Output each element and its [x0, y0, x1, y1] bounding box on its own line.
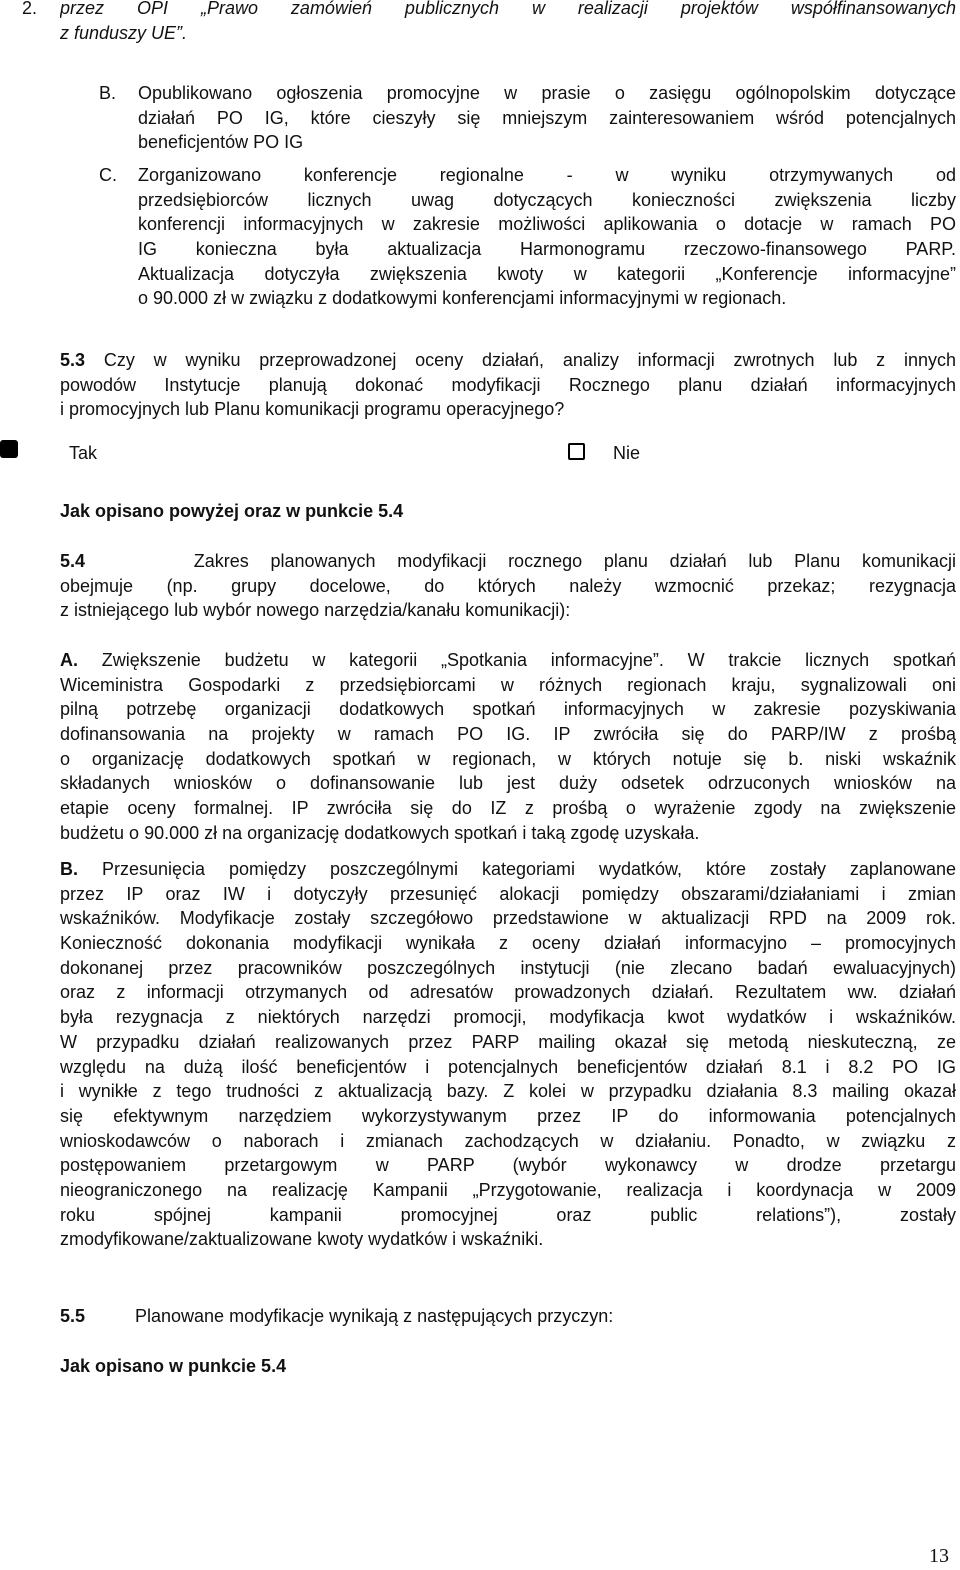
point-b-line: wskaźników. Modyfikacje zostały szczegółowo przedstawione w aktualizacji RPD na 2009 rok. — [60, 908, 956, 929]
item-c-line: przedsiębiorców licznych uwag dotyczących konieczności zwiększenia liczby — [138, 189, 956, 210]
question-5-3-line: i promocyjnych lub Planu komunikacji programu operacyjnego? — [60, 399, 565, 420]
point-a-line: etapie oceny formalnej. IP zwróciła się do IZ z prośbą o wyrażenie zgody na zwiększenie — [60, 798, 956, 819]
checkbox-tak-checked[interactable] — [0, 440, 18, 458]
item-2-number: 2. — [22, 0, 38, 18]
item-b-text — [138, 81, 956, 155]
item-b-line: działań PO IG, które cieszyły się mniejszym zainteresowaniem wśród potencjalnych — [138, 107, 956, 128]
question-5-4-line: z istniejącego lub wybór nowego narzędzia/kanału komunikacji): — [60, 600, 571, 621]
question-5-4-number: 5.4 — [60, 551, 86, 571]
item-c-line: Zorganizowano konferencje regionalne - w wyniku otrzymywanych od — [138, 165, 956, 185]
point-b-line: nieograniczonego na realizację Kampanii „Przygotowanie, realizacja i koordynacja w 2009 — [60, 1179, 956, 1200]
question-5-5-number: 5.5 — [60, 1306, 86, 1326]
point-b-line: i wynikłe z tego trudności z aktualizacją bazy. Z kolei w przypadku działania 8.3 mailing okazał — [60, 1081, 956, 1102]
point-a — [60, 648, 956, 846]
point-a-line: dofinansowania na projekty w ramach PO IG. IP zwróciła się do PARP/IW z prośbą — [60, 724, 956, 745]
answer-5-3: Jak opisano powyżej oraz w punkcie 5.4 — [60, 501, 404, 521]
item-2-line: z funduszy UE”. — [60, 22, 188, 43]
question-5-4 — [60, 549, 956, 623]
point-b-line: przez IP oraz IW i dotyczyły przesunięć alokacji pomiędzy obszarami/działaniami i zmian — [60, 883, 956, 904]
item-c-line: o 90.000 zł w związku z dodatkowymi konferencjami informacyjnymi w regionach. — [138, 288, 787, 309]
page-number: 13 — [929, 1545, 949, 1567]
question-5-4-line: Zakres planowanych modyfikacji rocznego planu działań lub Planu komunikacji — [193, 551, 956, 571]
option-nie-label: Nie — [613, 443, 641, 463]
point-b-line: oraz z informacji otrzymanych od adresatów prowadzonych działań. Rezultatem ww. działań — [60, 982, 956, 1003]
answer-5-5: Jak opisano w punkcie 5.4 — [60, 1356, 287, 1376]
point-a-line: pilną potrzebę organizacji dodatkowych spotkań informacyjnych w zakresie pozyskiwania — [60, 699, 956, 720]
point-b-line: zmodyfikowane/zaktualizowane kwoty wydatków i wskaźniki. — [60, 1229, 544, 1250]
point-b-line: roku spójnej kampanii promocyjnej oraz public relations”), zostały — [60, 1204, 956, 1225]
point-a-line: budżetu o 90.000 zł na organizację dodatkowych spotkań i taką zgodę uzyskała. — [60, 822, 700, 843]
point-b-line: postępowaniem przetargowym w PARP (wybór wykonawcy w drodze przetargu — [60, 1155, 956, 1176]
point-b-line: się efektywnym narzędziem wykorzystywanym przez IP do informowania potencjalnych — [60, 1105, 956, 1126]
point-b-line: była rezygnacja z niektórych narzędzi promocji, modyfikacja kwot wydatków i wskaźników. — [60, 1007, 956, 1028]
point-b-line: wnioskodawców o naborach i zmianach zachodzących w działaniu. Ponadto, w związku z — [60, 1130, 956, 1151]
question-5-3-line: powodów Instytucje planują dokonać modyfikacji Rocznego planu działań informacyjnych — [60, 374, 956, 395]
item-c-line: IG konieczna była aktualizacja Harmonogramu rzeczowo-finansowego PARP. — [138, 239, 956, 260]
item-c-letter: C. — [99, 165, 117, 185]
point-b-line: dokonanej przez pracowników poszczególnych instytucji (nie zlecano badań ewaluacyjnych) — [60, 957, 956, 978]
point-a-line: o organizację dodatkowych spotkań w regionach, w których notuje się b. niski wskaźnik — [60, 748, 956, 769]
item-2-line: przez OPI „Prawo zamówień publicznych w realizacji projektów współfinansowanych — [60, 0, 956, 18]
point-a-line: składanych wniosków o dofinansowanie lub jest duży odsetek odrzuconych wniosków na — [60, 773, 956, 794]
point-b-line: W przypadku działań realizowanych przez PARP mailing okazał się metodą nieskuteczną, ze — [60, 1031, 956, 1052]
item-c-text — [138, 163, 956, 311]
point-b-line: Przesunięcia pomiędzy poszczególnymi kategoriami wydatków, które zostały zaplanowane — [101, 859, 956, 879]
item-b-line: Opublikowano ogłoszenia promocyjne w prasie o zasięgu ogólnopolskim dotyczące — [138, 83, 956, 103]
question-5-4-line: obejmuje (np. grupy docelowe, do których należy wzmocnić przekaz; rezygnacja — [60, 575, 956, 596]
question-5-5-text: Planowane modyfikacje wynikają z następujących przyczyn: — [135, 1306, 614, 1326]
item-c-line: konferencji informacyjnych w zakresie możliwości aplikowania o dotacje w ramach PO — [138, 214, 956, 235]
item-2-text — [60, 0, 956, 45]
point-b-line: Konieczność dokonania modyfikacji wynikała z oceny działań informacyjno – promocyjnych — [60, 933, 956, 954]
point-b-letter: B. — [60, 859, 78, 879]
checkbox-nie-unchecked[interactable] — [568, 443, 585, 460]
option-tak-label: Tak — [69, 443, 98, 463]
point-a-line: Zwiększenie budżetu w kategorii „Spotkania informacyjne”. W trakcie licznych spotkań — [101, 650, 956, 670]
point-a-line: Wiceministra Gospodarki z przedsiębiorcami w różnych regionach kraju, sygnalizowali oni — [60, 674, 956, 695]
point-a-letter: A. — [60, 650, 78, 670]
point-b — [60, 857, 956, 1252]
question-5-3 — [60, 348, 956, 422]
question-5-3-number: 5.3 — [60, 350, 86, 370]
item-c-line: Aktualizacja dotyczyła zwiększenia kwoty w kategorii „Konferencje informacyjne” — [138, 263, 956, 284]
question-5-3-line: Czy w wyniku przeprowadzonej oceny działań, analizy informacji zwrotnych lub z innych — [103, 350, 956, 370]
item-b-letter: B. — [99, 83, 117, 103]
point-b-line: względu na dużą ilość beneficjentów i potencjalnych beneficjentów działań 8.1 i 8.2 PO IG — [60, 1056, 956, 1077]
item-b-line: beneficjentów PO IG — [138, 132, 304, 153]
